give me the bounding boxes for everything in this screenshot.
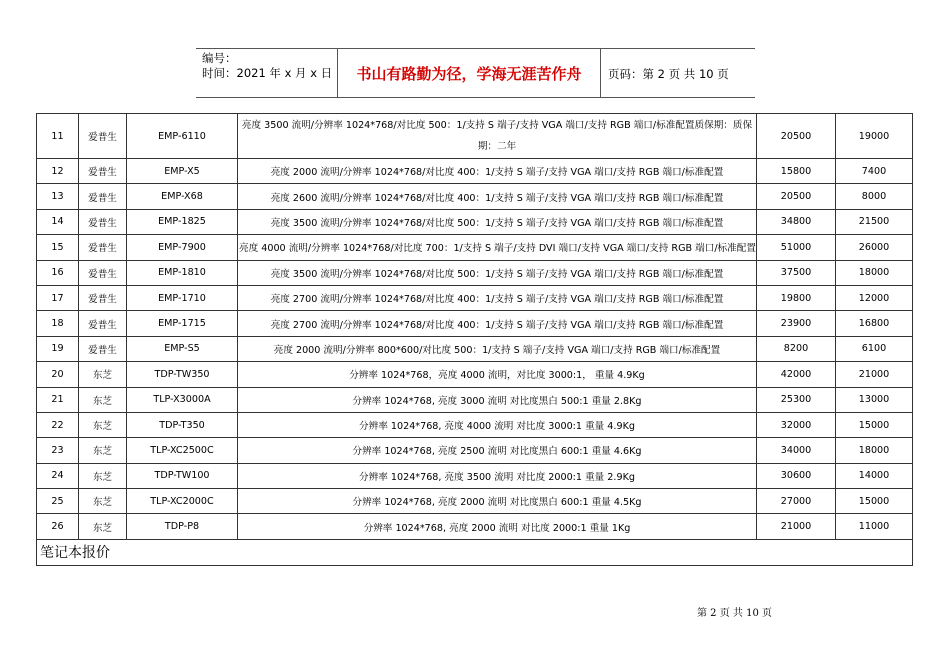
- price-cell: 37500: [757, 260, 836, 285]
- brand-cell: 爱普生: [79, 184, 127, 209]
- price2-cell: 13000: [836, 387, 913, 412]
- price-cell: 34800: [757, 209, 836, 234]
- row-number: 22: [37, 412, 79, 437]
- table-row: [37, 285, 913, 310]
- price-cell: 27000: [757, 489, 836, 514]
- model-cell: EMP-1710: [127, 285, 238, 310]
- row-number: 15: [37, 235, 79, 260]
- brand-cell: 东芝: [79, 514, 127, 539]
- brand-cell: 爱普生: [79, 311, 127, 336]
- table-row: [37, 260, 913, 285]
- table-row: [37, 209, 913, 234]
- price2-cell: 14000: [836, 463, 913, 488]
- brand-cell: 爱普生: [79, 336, 127, 361]
- doc-date-label: 时间：2021 年 x 月 x 日: [202, 66, 333, 80]
- row-number: 11: [37, 114, 79, 159]
- model-cell: TDP-P8: [127, 514, 238, 539]
- model-cell: TLP-X3000A: [127, 387, 238, 412]
- price2-cell: 18000: [836, 260, 913, 285]
- brand-cell: 东芝: [79, 387, 127, 412]
- model-cell: TDP-TW100: [127, 463, 238, 488]
- price-cell: 20500: [757, 184, 836, 209]
- spec-cell: 分辨率 1024*768, 亮度 3000 流明 对比度黑白 500:1 重量 2.8Kg: [238, 387, 757, 412]
- doc-number-label: 编号：: [202, 51, 237, 65]
- brand-cell: 东芝: [79, 362, 127, 387]
- row-number: 20: [37, 362, 79, 387]
- brand-cell: 东芝: [79, 412, 127, 437]
- row-number: 26: [37, 514, 79, 539]
- model-cell: EMP-1715: [127, 311, 238, 336]
- header-page-number: 页码：第 2 页 共 10 页: [608, 67, 729, 81]
- table-row: [37, 387, 913, 412]
- brand-cell: 爱普生: [79, 209, 127, 234]
- table-row: [37, 514, 913, 539]
- table-row: [37, 412, 913, 437]
- spec-cell: 亮度 3500 流明/分辨率 1024*768/对比度 500：1/支持 S 端子/支持 VGA 端口/支持 RGB 端口/标准配置: [238, 260, 757, 285]
- price-cell: 30600: [757, 463, 836, 488]
- model-cell: EMP-1825: [127, 209, 238, 234]
- price-cell: 23900: [757, 311, 836, 336]
- price2-cell: 8000: [836, 184, 913, 209]
- model-cell: EMP-7900: [127, 235, 238, 260]
- spec-cell: 亮度 3500 流明/分辨率 1024*768/对比度 500：1/支持 S 端子/支持 VGA 端口/支持 RGB 端口/标准配置质保期：质保期：二年: [238, 114, 757, 159]
- table-row: [37, 336, 913, 361]
- row-number: 23: [37, 438, 79, 463]
- model-cell: EMP-6110: [127, 114, 238, 159]
- price2-cell: 11000: [836, 514, 913, 539]
- price2-cell: 12000: [836, 285, 913, 310]
- price-cell: 19800: [757, 285, 836, 310]
- table-row: [37, 438, 913, 463]
- spec-cell: 亮度 2000 流明/分辨率 1024*768/对比度 400：1/支持 S 端子/支持 VGA 端口/支持 RGB 端口/标准配置: [238, 159, 757, 184]
- brand-cell: 爱普生: [79, 159, 127, 184]
- model-cell: TDP-T350: [127, 412, 238, 437]
- spec-cell: 分辨率 1024*768, 亮度 2000 流明 对比度 2000:1 重量 1Kg: [238, 514, 757, 539]
- price-cell: 51000: [757, 235, 836, 260]
- row-number: 21: [37, 387, 79, 412]
- table-row: [37, 463, 913, 488]
- model-cell: EMP-1810: [127, 260, 238, 285]
- price2-cell: 15000: [836, 489, 913, 514]
- brand-cell: 爱普生: [79, 235, 127, 260]
- price-cell: 25300: [757, 387, 836, 412]
- price-table: [36, 113, 913, 566]
- spec-cell: 分辨率 1024*768, 亮度 4000 流明 对比度 3000:1 重量 4.9Kg: [238, 412, 757, 437]
- price-cell: 8200: [757, 336, 836, 361]
- page-header: [196, 48, 755, 98]
- price2-cell: 18000: [836, 438, 913, 463]
- price-cell: 15800: [757, 159, 836, 184]
- spec-cell: 分辨率 1024*768，亮度 4000 流明，对比度 3000:1， 重量 4.9Kg: [238, 362, 757, 387]
- price2-cell: 16800: [836, 311, 913, 336]
- row-number: 18: [37, 311, 79, 336]
- brand-cell: 东芝: [79, 463, 127, 488]
- table-row: [37, 235, 913, 260]
- model-cell: TDP-TW350: [127, 362, 238, 387]
- model-cell: EMP-X5: [127, 159, 238, 184]
- price2-cell: 19000: [836, 114, 913, 159]
- price-cell: 20500: [757, 114, 836, 159]
- spec-cell: 分辨率 1024*768, 亮度 2000 流明 对比度黑白 600:1 重量 4.5Kg: [238, 489, 757, 514]
- brand-cell: 东芝: [79, 438, 127, 463]
- table-row: [37, 184, 913, 209]
- spec-cell: 亮度 2000 流明/分辨率 800*600/对比度 500：1/支持 S 端子/支持 VGA 端口/支持 RGB 端口/标准配置: [238, 336, 757, 361]
- brand-cell: 爱普生: [79, 114, 127, 159]
- price-cell: 34000: [757, 438, 836, 463]
- table-row: [37, 362, 913, 387]
- row-number: 25: [37, 489, 79, 514]
- row-number: 12: [37, 159, 79, 184]
- spec-cell: 分辨率 1024*768, 亮度 2500 流明 对比度黑白 600:1 重量 4.6Kg: [238, 438, 757, 463]
- price-cell: 21000: [757, 514, 836, 539]
- header-motto: 书山有路勤为径，学海无涯苦作舟: [337, 49, 601, 97]
- section-row: [37, 539, 913, 565]
- price2-cell: 21000: [836, 362, 913, 387]
- page-footer: 第 2 页 共 10 页: [697, 608, 772, 619]
- spec-cell: 分辨率 1024*768, 亮度 3500 流明 对比度 2000:1 重量 2.9Kg: [238, 463, 757, 488]
- price2-cell: 26000: [836, 235, 913, 260]
- table-row: [37, 311, 913, 336]
- section-title: 笔记本报价: [37, 539, 913, 565]
- model-cell: EMP-X68: [127, 184, 238, 209]
- spec-cell: 亮度 3500 流明/分辨率 1024*768/对比度 500：1/支持 S 端子/支持 VGA 端口/支持 RGB 端口/标准配置: [238, 209, 757, 234]
- table-row: [37, 489, 913, 514]
- model-cell: TLP-XC2000C: [127, 489, 238, 514]
- price2-cell: 21500: [836, 209, 913, 234]
- row-number: 24: [37, 463, 79, 488]
- price2-cell: 6100: [836, 336, 913, 361]
- price-cell: 42000: [757, 362, 836, 387]
- model-cell: EMP-S5: [127, 336, 238, 361]
- row-number: 19: [37, 336, 79, 361]
- price-cell: 32000: [757, 412, 836, 437]
- table-row: [37, 114, 913, 159]
- price2-cell: 15000: [836, 412, 913, 437]
- header-meta: [202, 51, 332, 81]
- brand-cell: 爱普生: [79, 285, 127, 310]
- spec-cell: 亮度 2600 流明/分辨率 1024*768/对比度 400：1/支持 S 端子/支持 VGA 端口/支持 RGB 端口/标准配置: [238, 184, 757, 209]
- model-cell: TLP-XC2500C: [127, 438, 238, 463]
- row-number: 17: [37, 285, 79, 310]
- row-number: 16: [37, 260, 79, 285]
- table-row: [37, 159, 913, 184]
- spec-cell: 亮度 2700 流明/分辨率 1024*768/对比度 400：1/支持 S 端子/支持 VGA 端口/支持 RGB 端口/标准配置: [238, 311, 757, 336]
- spec-cell: 亮度 4000 流明/分辨率 1024*768/对比度 700：1/支持 S 端子/支持 DVI 端口/支持 VGA 端口/支持 RGB 端口/标准配置: [238, 235, 757, 260]
- row-number: 14: [37, 209, 79, 234]
- brand-cell: 爱普生: [79, 260, 127, 285]
- price-table-body: [37, 114, 913, 540]
- row-number: 13: [37, 184, 79, 209]
- price2-cell: 7400: [836, 159, 913, 184]
- spec-cell: 亮度 2700 流明/分辨率 1024*768/对比度 400：1/支持 S 端子/支持 VGA 端口/支持 RGB 端口/标准配置: [238, 285, 757, 310]
- brand-cell: 东芝: [79, 489, 127, 514]
